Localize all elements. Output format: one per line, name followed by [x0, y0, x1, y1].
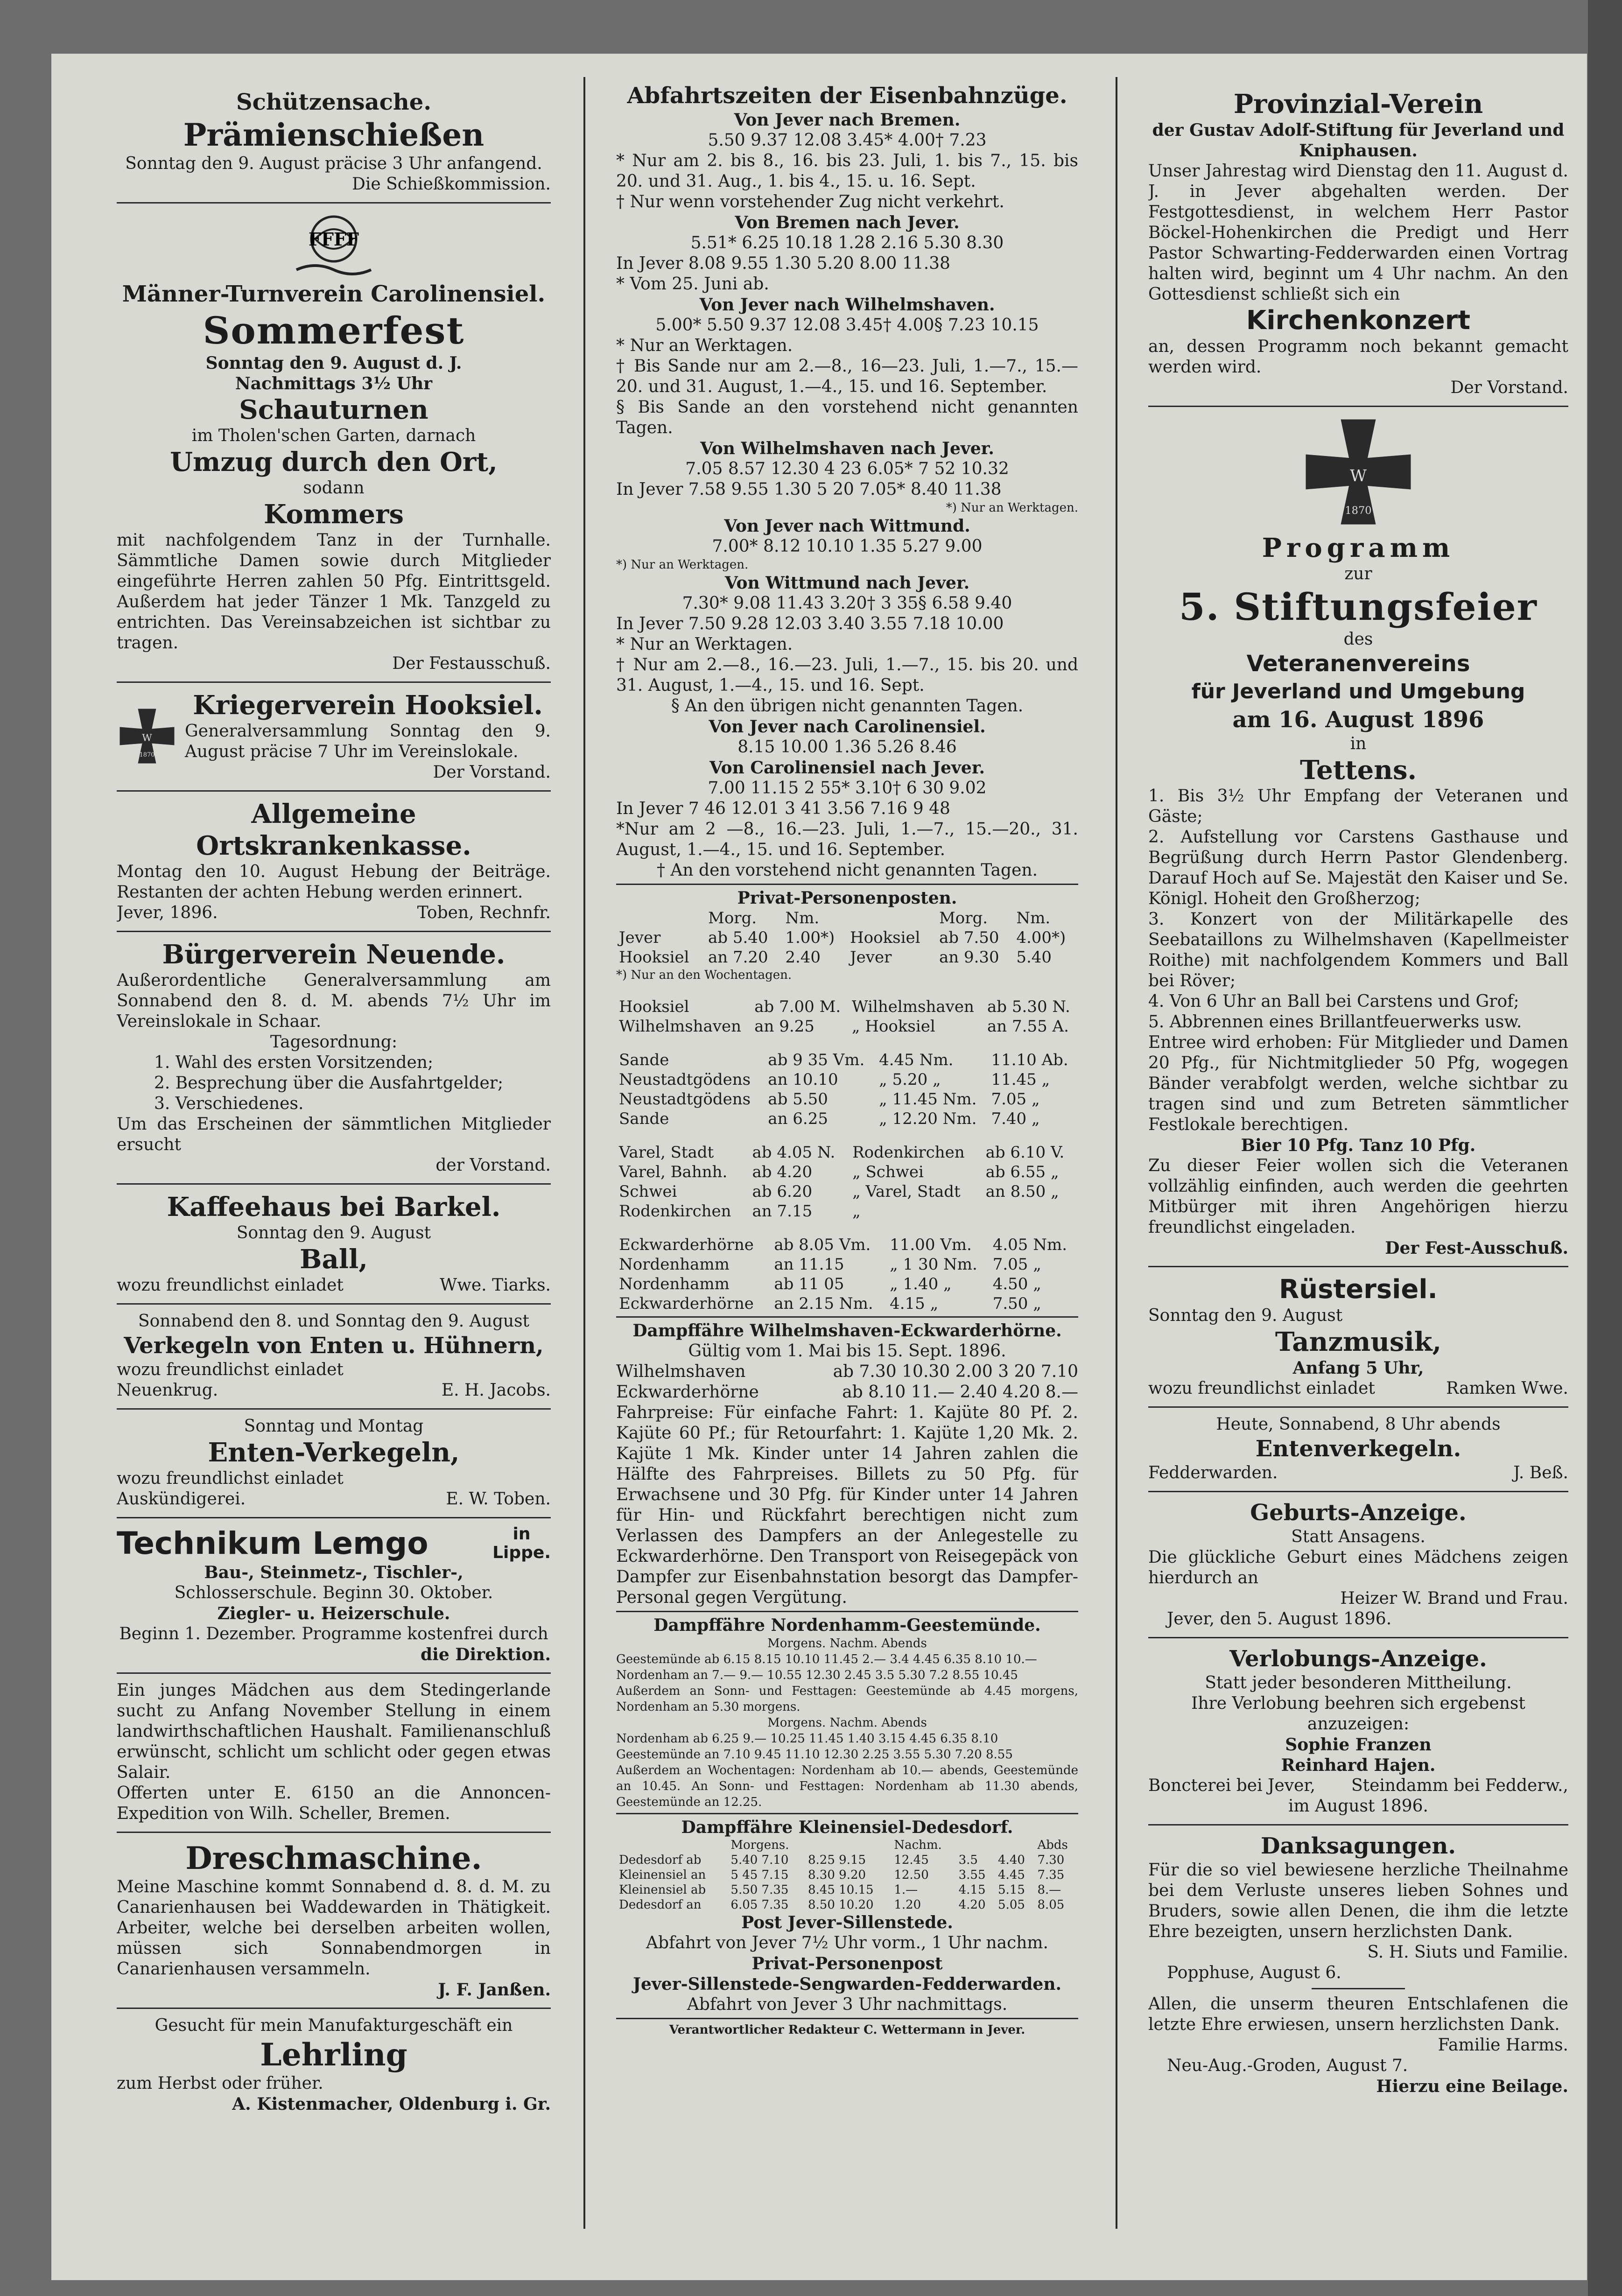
ad-enten-verkegeln: Sonntag und Montag Enten-Verkegeln, wozu freundlichst einladet Auskündigerei. E. W. Toben.	[117, 1410, 551, 1518]
table-row: Sande an 6.25 „ 12.20 Nm. 7.40 „	[619, 1109, 1040, 1128]
column-left	[117, 82, 551, 2247]
ferry-kleinensiel: Dampffähre Kleinensiel-Dedesdorf. Morgens. Nachm. Abds Dedesdorf ab 5.40 7.10 8.25 9.15 12.45 3.5 4.40 7.30 Kleinensiel an 5 45 7.15 8.30 9.20 12.50 3.55 4.45 7.35 Kleinensiel ab 5.50 7.35 8.45 10.15 1.— 4.15 5.15 8.— Dedesdorf an 6.05 7.35 8.50 10.20 1.20 4.20 5.05 8.05	[616, 1817, 1078, 1912]
train-bremen-jever: Von Bremen nach Jever. 5.51* 6.25 10.18 1.28 2.16 5.30 8.30 In Jever 8.08 9.55 1.30 5.20 8.00 11.38 * Vom 25. Juni ab.	[616, 213, 1004, 294]
svg-text:W: W	[1350, 467, 1367, 485]
ad-kriegerverein: W 1870 Kriegerverein Hooksiel. Generalversammlung Sonntag den 9. August präcise 7 Uhr im Vereinslokale. Der Vorstand.	[117, 683, 551, 792]
table-row: Hooksiel an 7.20 2.40 Jever an 9.30 5.40	[619, 948, 1052, 967]
train-wilhelmshaven-jever: Von Wilhelmshaven nach Jever. 7.05 8.57 12.30 4 23 6.05* 7 52 10.32 In Jever 7.58 9.55 1.30 5 20 7.05* 8.40 11.38 *) Nur an Werktagen.	[616, 439, 1078, 515]
table-row: Jever ab 5.40 1.00*) Hooksiel ab 7.50 4.00*)	[619, 928, 1066, 947]
table-row: Wilhelmshaven an 9.25 „ Hooksiel an 7.55 A.	[619, 1017, 1069, 1036]
post-title: Privat-Personenposten.	[737, 888, 957, 908]
ad-entenverkegeln: Heute, Sonnabend, 8 Uhr abends Entenverkegeln. Fedderwarden. J. Beß.	[1148, 1408, 1568, 1492]
table-row: Varel, Bahnh. ab 4.20 „ Schwei ab 6.55 „	[619, 1163, 1059, 1181]
column-middle: Abfahrtszeiten der Eisenbahnzüge. Von Jever nach Bremen. 5.50 9.37 12.08 3.45* 4.00† 7.23 * Nur am 2. bis 8., 16. bis 23. Juli, 1. bis 7., 15. bis 20. und 31. Aug., 1. bis 4., 15. u. 16. Sept. † Nur wenn vorstehender Zug nicht verkehrt. Von Bremen nach Jever. 5.51* 6.25 10.18 1.28 2.16 5.30 8.30 In Jever 8.08 9.55 1.30 5.20 8.00 11.38 * Vom 25. Juni ab. Von Jever nach Wilhelmshaven. 5.00* 5.50 9.37 12.08 3.45† 4.00§ 7.23 10.15 * Nur an Werktagen. † Bis Sande nur am 2.—8., 16—23. Juli, 1.—7., 15.—20. und 31. August, 1.—4., 15. und 16. September. § Bis Sande an den vorstehend nicht genannten Tagen. Von Wilhelmshaven nach Jever. 7.05 8.57 12.30 4 23 6.05* 7 52 10.32 In Jever 7.58 9.55 1.30 5 20 7.05* 8.40 11.38 *) Nur an Werktagen. Von Jever nach Wittmund. 7.00* 8.12 10.10 1.35 5.27 9.00 *) Nur an Werktagen. Von Wittmund nach Jever. 7.30* 9.08 11.43 3.20† 3 35§ 6.58 9.40 In Jever 7.50 9.28 12.03 3.40 3.55 7.18 10.00 * Nur an Werktagen. † Nur am 2.—8., 16.—23. Juli, 1.—7., 15. bis 20. und 31. August, 1.—4., 15. und 16. Sept. § An den übrigen nicht genannten Tagen. Von Jever nach Carolinensiel. 8.15 10.00 1.36 5.26 8.46 Von Carolinensiel nach Jever. 7.00 11.15 2 55* 3.10† 6 30 9.02 In Jever 7 46 12.01 3 41 3.56 7.16 9 48 *Nur am 2 —8., 16.—23. Juli, 1.—7., 15.—20., 31. August, 1.—4., 15. und 16. September. † An den vorstehend nicht genannten Tagen. Privat-Personenposten. Morg. Nm. Morg. Nm. Jever ab 5.40 1.00*) Hooksiel ab 7.50 4.00*) Hooksiel an 7.20 2.40 Jever an 9.30 5.40 *) Nur an den Wochentagen. Hooksiel ab 7.00 M. Wilhelmshaven ab 5.30 N. Wilhelmshaven an 9.25 „ Hooksiel an 7.55 A. Sande ab 9 35 Vm. 4.45 Nm. 11.10 Ab. Neustadtgödens an 10.10 „ 5.20 „ 11.45 „ Neustadtgödens ab 5.50 „ 11.45 Nm. 7.05 „ Sande an 6.25 „ 12.20 Nm. 7.40 „ Varel, Stadt ab 4.05 N. Rodenkirchen ab 6.10 V. Varel, Bahnh. ab 4.20 „ Schwei ab 6.55 „ Schwei ab 6.20 „ Varel, Stadt an 8.50 „ Rodenkirchen an 7.15 „ Eckwarderhörne ab 8.05 Vm. 11.00 Vm. 4.05 Nm. Nordenhamm an 11.15 „ 1 30 Nm. 7.05 „ Nordenhamm ab 11 05 „ 1.40 „ 4.50 „ Eckwarderhörne an 2.15 Nm. 4.15 „ 7.50 „ Dampffähre Wilhelmshaven-Eckwarderhörne. Gültig vom 1. Mai bis 15. Sept. 1896. Wilhelmshaven ab 7.30 10.30 2.00 3 20 7.10 Eckwarderhörne ab 8.10 11.— 2.40 4.20 8.— Fahrpreise: Für einfache Fahrt: 1. Kajüte 80 Pf. 2. Kajüte 60 Pf.; für Retourfahrt: 1. Kajüte 1,20 Mk. 2. Kajüte 1 Mk. Kinder unter 14 Jahren zahlen die Hälfte des Fahrpreises. Billets zu 50 Pfg. für Erwachsene und 30 Pfg. für Kinder unter 14 Jahren für Hin- und Rückfahrt berechtigen nicht zum Verlassen des Dampfers an der Anlegestelle zu Eckwarderhörne. Den Transport von Reisegepäck von Dampfer zur Eisenbahnstation besorgt das Dampfer-Personal gegen Vergütung. Dampffähre Nordenhamm-Geestemünde. Morgens. Nachm. Abends Geestemünde ab 6.15 8.15 10.10 11.45 2.— 3.4 4.45 6.35 8.10 10.— Nordenham an 7.— 9.— 10.55 12.30 2.45 3.5 5.30 7.2 8.55 10.45 Außerdem an Sonn- und Festtagen: Geestemünde ab 4.45 morgens, Nordenham an 5.30 morgens. Morgens. Nachm. Abends Nordenham ab 6.25 9.— 10.25 11.45 1.40 3.15 4.45 6.35 8.10 Geestemünde an 7.10 9.45 11.10 12.30 2.25 3.55 5.30 7.20 8.55 Außerdem an Wochentagen: Nordenham ab 10.— abends, Geestemünde an 10.45. An Sonn- und Festtagen: Nordenham ab 11.30 abends, Geestemünde an 12.25. Dampffähre Kleinensiel-Dedesdorf. Morgens. Nachm. Abds Dedesdorf ab 5.40 7.10 8.25 9.15 12.45 3.5 4.40 7.30 Kleinensiel an 5 45 7.15 8.30 9.20 12.50 3.55 4.45 7.35 Kleinensiel ab 5.50 7.35 8.45 10.15 1.— 4.15 5.15 8.— Dedesdorf an 6.05 7.35 8.50 10.20 1.20 4.20 5.05 8.05 Post Jever-Sillenstede. Abfahrt von Jever 7½ Uhr vorm., 1 Uhr nachm. Privat-Personenpost Jever-Sillenstede-Sengwarden-Fedderwarden. Abfahrt von Jever 3 Uhr nachmittags. Verantwortlicher Redakteur C. Wettermann in Jever.	[616, 83, 1078, 2037]
post-table	[616, 908, 1078, 967]
table-row: Nordenhamm ab 11 05 „ 1.40 „ 4.50 „	[619, 1275, 1041, 1293]
table-row: Kleinensiel ab 5.50 7.35 8.45 10.15 1.— 4.15 5.15 8.—	[619, 1883, 1061, 1897]
timetable-title: Abfahrtszeiten der Eisenbahnzüge.	[627, 83, 1067, 109]
ad-geburt: Geburts-Anzeige. Statt Ansagens. Die glückliche Geburt eines Mädchens zeigen hierdurch an Heizer W. Brand und Frau. Jever, den 5. August 1896.	[1148, 1492, 1568, 1638]
separator	[616, 2018, 1078, 2019]
column-rule	[1116, 77, 1117, 2229]
train-wittmund-jever: Von Wittmund nach Jever. 7.30* 9.08 11.43 3.20† 3 35§ 6.58 9.40 In Jever 7.50 9.28 12.03 3.40 3.55 7.18 10.00 * Nur an Werktagen. † Nur am 2.—8., 16.—23. Juli, 1.—7., 15. bis 20. und 31. August, 1.—4., 15. und 16. Sept. § An den übrigen nicht genannten Tagen.	[616, 573, 1078, 716]
table-row: Varel, Stadt ab 4.05 N. Rodenkirchen ab 6.10 V.	[619, 1143, 1065, 1162]
svg-text:FFFF: FFFF	[309, 229, 359, 250]
table-header: Morgens. Nachm. Abds	[730, 1838, 1068, 1852]
table-row: Eckwarderhörne an 2.15 Nm. 4.15 „ 7.50 „	[619, 1294, 1041, 1313]
separator	[1312, 1988, 1405, 1989]
train-jever-bremen: Von Jever nach Bremen. 5.50 9.37 12.08 3.45* 4.00† 7.23 * Nur am 2. bis 8., 16. bis 23. Juli, 1. bis 7., 15. bis 20. und 31. Aug., 1. bis 4., 15. u. 16. Sept. † Nur wenn vorstehender Zug nicht verkehrt.	[616, 110, 1078, 211]
table-row: Neustadtgödens ab 5.50 „ 11.45 Nm. 7.05 „	[619, 1090, 1040, 1109]
table-row: Neustadtgödens an 10.10 „ 5.20 „ 11.45 „	[619, 1070, 1050, 1089]
ferry-wilhelmshaven: Dampffähre Wilhelmshaven-Eckwarderhörne. Gültig vom 1. Mai bis 15. Sept. 1896. Wilhelmshaven ab 7.30 10.30 2.00 3 20 7.10 Eckwarderhörne ab 8.10 11.— 2.40 4.20 8.— Fahrpreise: Für einfache Fahrt: 1. Kajüte 80 Pf. 2. Kajüte 60 Pf.; für Retourfahrt: 1. Kajüte 1,20 Mk. 2. Kajüte 1 Mk. Kinder unter 14 Jahren zahlen die Hälfte des Fahrpreises. Billets zu 50 Pfg. für Erwachsene und 30 Pfg. für Kinder unter 14 Jahren für Hin- und Rückfahrt berechtigen nicht zum Verlassen des Dampfers an der Anlegestelle zu Eckwarderhörne. Den Transport von Reisegepäck von Dampfer zur Eisenbahnstation besorgt das Dampfer-Personal gegen Vergütung.	[616, 1321, 1078, 1607]
ad-verkegeln: Sonnabend den 8. und Sonntag den 9. August Verkegeln von Enten u. Hühnern, wozu freundlichst einladet Neuenkrug. E. H. Jacobs.	[117, 1305, 551, 1410]
ad-technikum-lemgo: Technikum Lemgo in Lippe. Bau-, Steinmetz-, Tischler-, Schlosserschule. Beginn 30. Oktober. Ziegler- u. Heizerschule. Beginn 1. Dezember. Programme kostenfrei durch die Direktion.	[117, 1518, 551, 1674]
table-header: Morg. Nm. Morg. Nm.	[708, 909, 1051, 927]
separator	[616, 1316, 1078, 1318]
separator	[616, 884, 1078, 885]
table-row: Eckwarderhörne ab 8.05 Vm. 11.00 Vm. 4.05 Nm.	[619, 1236, 1067, 1254]
ad-ruestersiel: Rüstersiel. Sonntag den 9. August Tanzmusik, Anfang 5 Uhr, wozu freundlichst einladet Ramken Wwe.	[1148, 1267, 1568, 1408]
ferry-kleinensiel-table	[616, 1838, 1078, 1912]
ferry-nordenhamm: Dampffähre Nordenhamm-Geestemünde. Morgens. Nachm. Abends Geestemünde ab 6.15 8.15 10.10 11.45 2.— 3.4 4.45 6.35 8.10 10.— Nordenham an 7.— 9.— 10.55 12.30 2.45 3.5 5.30 7.2 8.55 10.45 Außerdem an Sonn- und Festtagen: Geestemünde ab 4.45 morgens, Nordenham an 5.30 morgens. Morgens. Nachm. Abends Nordenham ab 6.25 9.— 10.25 11.45 1.40 3.15 4.45 6.35 8.10 Geestemünde an 7.10 9.45 11.10 12.30 2.25 3.55 5.30 7.20 8.55 Außerdem an Wochentagen: Nordenham ab 10.— abends, Geestemünde an 10.45. An Sonn- und Festtagen: Nordenham ab 11.30 abends, Geestemünde an 12.25.	[616, 1615, 1078, 1809]
svg-text:1870: 1870	[139, 751, 155, 759]
ad-stellung-gesucht: Ein junges Mädchen aus dem Stedingerlande sucht zu Anfang November Stellung in einem landwirthschaftlichen Haushalt. Familienanschluß erwünscht, schlicht um schlicht oder gegen etwas Salair. Offerten unter E. 6150 an die Annoncen-Expedition von Wilh. Scheller, Bremen.	[117, 1674, 551, 1833]
train-jever-carolinensiel: Von Jever nach Carolinensiel. 8.15 10.00 1.36 5.26 8.46	[709, 717, 986, 757]
column-rule	[583, 77, 585, 2229]
table-row: Nordenhamm an 11.15 „ 1 30 Nm. 7.05 „	[619, 1255, 1041, 1274]
ad-danksagungen: Danksagungen. Für die so viel bewiesene herzliche Theilnahme bei dem Verluste unseres lieben Sohnes und Bruders, sowie allen Denen, die ihm die letzte Ehre bezeigten, unsern herzlichsten Dank. S. H. Siuts und Familie. Popphuse, August 6. Allen, die unserm theuren Entschlafenen die letzte Ehre erwiesen, unsern herzlichsten Dank. Familie Harms. Neu-Aug.-Groden, August 7. Hierzu eine Beilage.	[1148, 1833, 1568, 2096]
bus-hooksiel-table	[616, 997, 1078, 1036]
ad-praemienschiessen: Schützensache. Prämienschießen Sonntag den 9. August präcise 3 Uhr anfangend. Die Schießkommission.	[117, 82, 551, 204]
bus-sande-table	[616, 1050, 1078, 1129]
train-jever-wittmund: Von Jever nach Wittmund. 7.00* 8.12 10.10 1.35 5.27 9.00 *) Nur an Werktagen.	[616, 516, 983, 572]
ad-buergerverein: Bürgerverein Neuende. Außerordentliche Generalversammlung am Sonnabend den 8. d. M. abends 7½ Uhr im Vereinslokale in Schaar. Tagesordnung: 1. Wahl des ersten Vorsitzenden; 2. Besprechung über die Ausfahrtgelder; 3. Verschiedenes. Um das Erscheinen der sämmtlichen Mitglieder ersucht der Vorstand.	[117, 932, 551, 1185]
svg-text:1870: 1870	[1345, 505, 1372, 517]
bus-eckwarderhoerne-table	[616, 1235, 1078, 1313]
table-row: Sande ab 9 35 Vm. 4.45 Nm. 11.10 Ab.	[619, 1051, 1068, 1069]
turner-emblem-icon	[287, 210, 380, 280]
bus-varel-table	[616, 1143, 1078, 1221]
editor-footer: Verantwortlicher Redakteur C. Wettermann in Jever.	[669, 2023, 1025, 2037]
newspaper-page	[51, 54, 1587, 2280]
ad-lehrling: Gesucht für mein Manufakturgeschäft ein Lehrling zum Herbst oder früher. A. Kistenmacher, Oldenburg i. Gr.	[117, 2016, 551, 2114]
post-sillenstede: Post Jever-Sillenstede. Abfahrt von Jever 7½ Uhr vorm., 1 Uhr nachm. Privat-Personenpost Jever-Sillenstede-Sengwarden-Fedderwarden. Abfahrt von Jever 3 Uhr nachmittags.	[632, 1913, 1062, 2014]
table-row: Hooksiel ab 7.00 M. Wilhelmshaven ab 5.30 N.	[619, 997, 1070, 1016]
ad-provinzial-verein: Provinzial-Verein der Gustav Adolf-Stiftung für Jeverland und Kniphausen. Unser Jahrestag wird Dienstag den 11. August d. J. in Jever abgehalten werden. Der Festgottesdienst, in welchem Herr Pastor Böckel-Hohenkirchen die Predigt und Herr Pastor Schwarting-Fedderwarden einen Vortrag halten wird, beginnt um 4 Uhr nachm. An den Gottesdienst schließt sich ein Kirchenkonzert an, dessen Programm noch bekannt gemacht werden wird. Der Vorstand.	[1148, 82, 1568, 407]
separator	[616, 1611, 1078, 1612]
iron-cross-icon	[1300, 414, 1417, 530]
ad-stiftungsfeier: W 1870 Programm zur 5. Stiftungsfeier des Veteranenvereins für Jeverland und Umgebung am 16. August 1896 in Tettens. 1. Bis 3½ Uhr Empfang der Veteranen und Gäste; 2. Aufstellung vor Carstens Gasthause und Begrüßung durch Herrn Pastor Glendenberg. Darauf Hoch auf Se. Majestät den Kaiser und Se. Königl. Hoheit den Großherzog; 3. Konzert von der Militärkapelle des Seebataillons zu Wilhelmshaven (Kapellmeister Roithe) mit nachfolgendem Kommers und Ball bei Röver; 4. Von 6 Uhr an Ball bei Carstens und Grof; 5. Abbrennen eines Brillantfeuerwerks usw. Entree wird erhoben: Für Mitglieder und Damen 20 Pfg., für Nichtmitglieder 50 Pfg, wogegen Bänder verabfolgt werden, welche sichtbar zu tragen sind und zum Betreten sämmtlicher Festlokale berechtigen. Bier 10 Pfg. Tanz 10 Pfg. Zu dieser Feier wollen sich die Veteranen vollzählig einfinden, auch werden die geehrten Mitbürger mit ihren Angehörigen hierzu freundlichst eingeladen. Der Fest-Ausschuß.	[1148, 407, 1568, 1267]
separator	[616, 1813, 1078, 1814]
ad-dreschmaschine: Dreschmaschine. Meine Maschine kommt Sonnabend d. 8. d. M. zu Canarienhausen bei Waddewarden in Thätigkeit. Arbeiter, welche bei derselben arbeiten wollen, müssen sich Sonnabendmorgen in Canarienhausen versammeln. J. F. Janßen.	[117, 1833, 551, 2009]
iron-cross-icon	[117, 706, 177, 766]
svg-text:W: W	[142, 732, 152, 744]
table-row: Rodenkirchen an 7.15 „	[619, 1202, 861, 1221]
ad-ortskrankenkasse: Allgemeine Ortskrankenkasse. Montag den 10. August Hebung der Beiträge. Restanten der achten Hebung werden erinnert. Jever, 1896. Toben, Rechnfr.	[117, 792, 551, 932]
table-row: Schwei ab 6.20 „ Varel, Stadt an 8.50 „	[619, 1182, 1059, 1201]
train-carolinensiel-jever: Von Carolinensiel nach Jever. 7.00 11.15 2 55* 3.10† 6 30 9.02 In Jever 7 46 12.01 3 41 3.56 7.16 9 48 *Nur am 2 —8., 16.—23. Juli, 1.—7., 15.—20., 31. August, 1.—4., 15. und 16. September. † An den vorstehend nicht genannten Tagen.	[616, 758, 1078, 880]
table-row: Dedesdorf ab 5.40 7.10 8.25 9.15 12.45 3.5 4.40 7.30	[619, 1853, 1065, 1867]
column-right	[1148, 82, 1568, 2247]
train-jever-wilhelmshaven: Von Jever nach Wilhelmshaven. 5.00* 5.50 9.37 12.08 3.45† 4.00§ 7.23 10.15 * Nur an Werktagen. † Bis Sande nur am 2.—8., 16—23. Juli, 1.—7., 15.—20. und 31. August, 1.—4., 15. und 16. September. § Bis Sande an den vorstehend nicht genannten Tagen.	[616, 295, 1078, 437]
table-row: Dedesdorf an 6.05 7.35 8.50 10.20 1.20 4.20 5.05 8.05	[619, 1898, 1065, 1912]
ad-kaffeehaus: Kaffeehaus bei Barkel. Sonntag den 9. August Ball, wozu freundlichst einladet Wwe. Tiarks.	[117, 1185, 551, 1305]
ad-sommerfest: FFFF Männer-Turnverein Carolinensiel. Sommerfest Sonntag den 9. August d. J. Nachmittags 3½ Uhr Schauturnen im Tholen'schen Garten, darnach Umzug durch den Ort, sodann Kommers mit nachfolgendem Tanz in der Turnhalle. Sämmtliche Damen sowie durch Mitglieder eingeführte Herren zahlen 50 Pfg. Eintrittsgeld. Außerdem hat jeder Tänzer 1 Mk. Tanzgeld zu entrichten. Das Vereinsabzeichen ist sichtbar zu tragen. Der Festausschuß.	[117, 204, 551, 683]
table-row: Kleinensiel an 5 45 7.15 8.30 9.20 12.50 3.55 4.45 7.35	[619, 1868, 1065, 1882]
ad-verlobung: Verlobungs-Anzeige. Statt jeder besonderen Mittheilung. Ihre Verlobung beehren sich ergebenst anzuzeigen: Sophie Franzen Reinhard Hajen. Boncterei bei Jever, Steindamm bei Fedderw., im August 1896.	[1148, 1638, 1568, 1826]
scan-edge	[1588, 0, 1622, 2296]
